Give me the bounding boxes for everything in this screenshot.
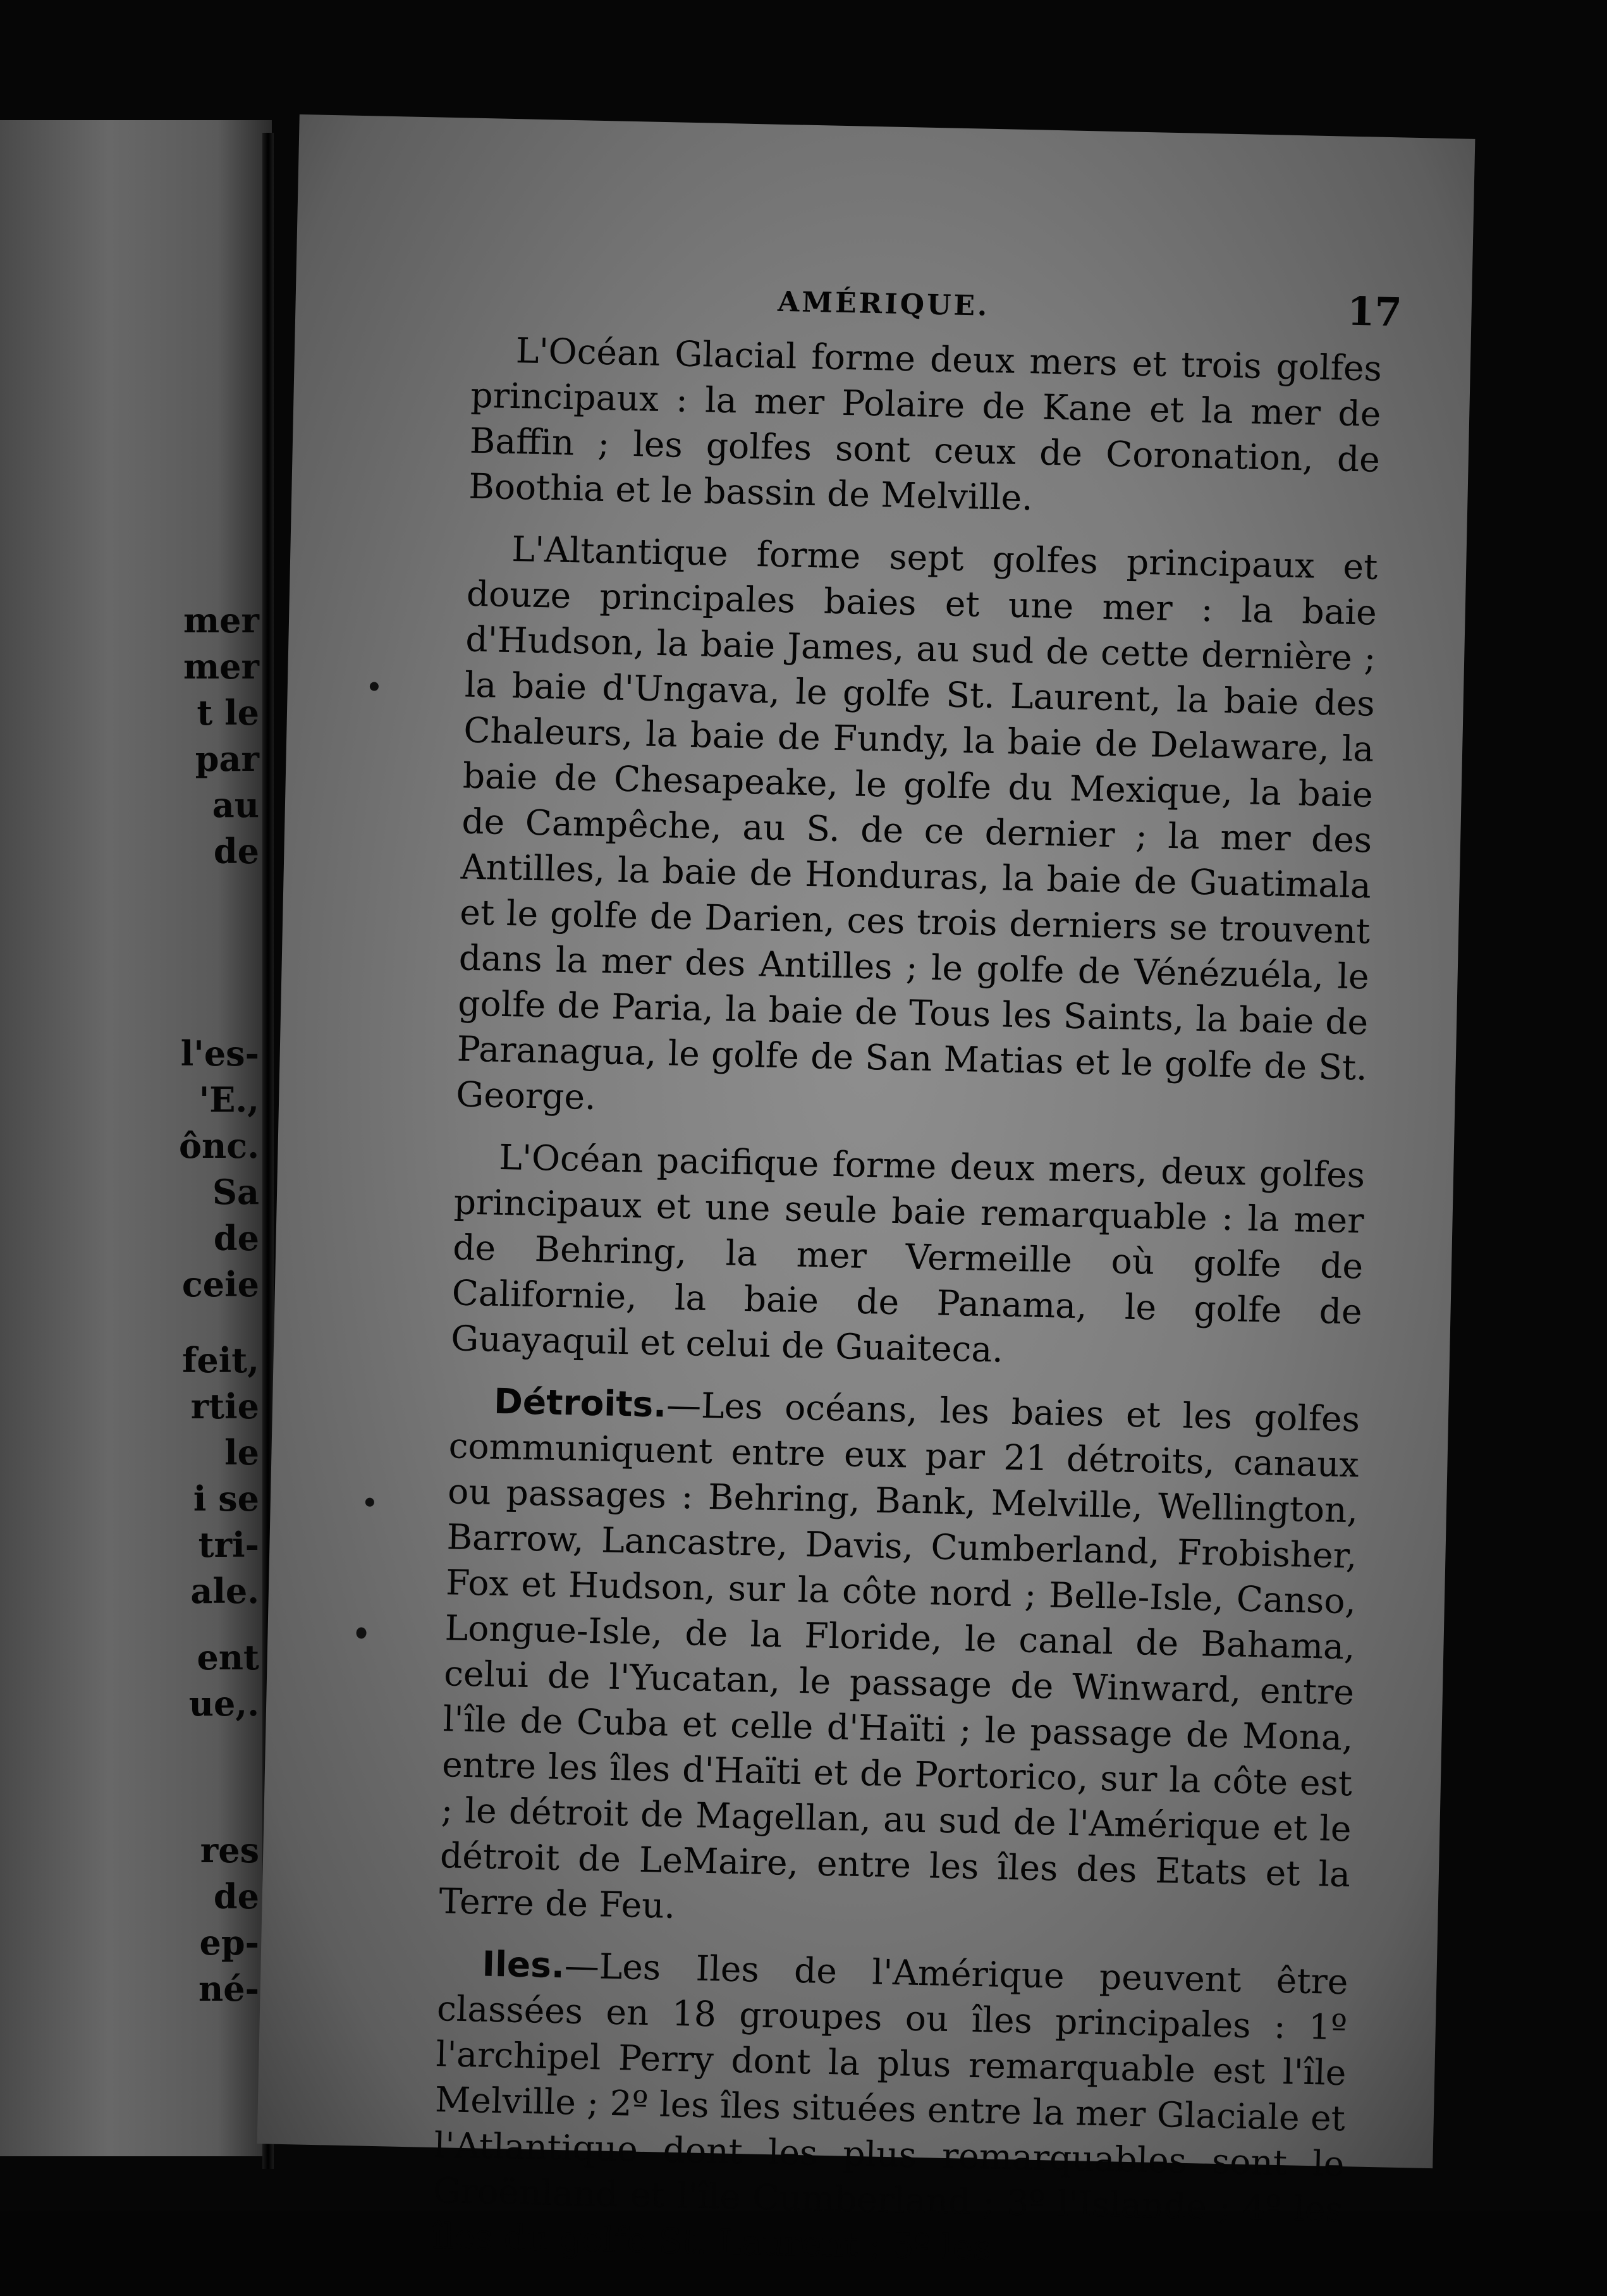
left-line: res	[200, 1830, 259, 1870]
paragraph-iles	[432, 1940, 1348, 2278]
left-line: ceie	[181, 1264, 259, 1305]
iles-text: —Les Iles de l'Amérique peuvent être classées en 18 groupes ou îles principales : 1º l'archipel Perry dont la plus remarquable est l'île Melville ; 2º les îles situées entre la mer Glaciale et l'Atlantique dont les plus remarquables sont le Groënland et l'île Cumberland ; 3º l'Islande ; 4º les îles du golfe St. Laurent ; 5º les	[431, 1945, 1348, 2268]
left-line: au	[212, 785, 259, 825]
section-heading-detroits: Détroits.	[493, 1380, 667, 1425]
left-line: ent	[197, 1637, 259, 1678]
page-number: 17	[1347, 288, 1403, 336]
left-page-block-1	[95, 598, 259, 875]
left-facing-page	[0, 120, 272, 2156]
left-page-block-3	[95, 1337, 259, 1614]
left-line: i se	[193, 1478, 259, 1519]
page-body	[431, 327, 1382, 2294]
paragraph-ocean-glacial: L'Océan Glacial forme deux mers et trois golfes principaux : la mer Polaire de Kane et la mer de Baffin ; les golfes sont ceux de Coronation, de Boothia et le bassin de Melville.	[468, 330, 1383, 519]
left-line: mer	[183, 600, 259, 641]
main-page	[257, 114, 1476, 2268]
left-line: de	[213, 1218, 259, 1258]
detroits-text: —Les océans, les baies et les golfes communiquent entre eux par 21 détroits, canaux ou passages : Behring, Bank, Melville, Wellington, Barrow, Lancastre, Davis, Cumberland, Frobisher, Fox et Hudson, sur la côte nord ; Belle-Isle, Canso, Longue-Isle, de la Floride, le canal de Bahama, celui de l'Yucatan, le passage de Winward, entre l'île de Cuba et celle d'Haïti ; le passage de Mona, entre les îles d'Haïti et de Portorico, sur la côte est ; le détroit de Magellan, au sud de l'Amérique et le détroit de LeMaire, entre les îles des Etats et la Terre de Feu.	[439, 1384, 1360, 1926]
left-line: ep-	[199, 1922, 259, 1963]
ink-speck	[356, 1627, 366, 1638]
left-line: le	[224, 1432, 259, 1473]
left-line: t le	[197, 692, 259, 733]
left-line: de	[213, 831, 259, 871]
left-line: de	[213, 1876, 259, 1917]
paragraph-pacifique: L'Océan pacifique forme deux mers, deux golfes principaux et une seule baie remarquable : la mer de Behring, la mer Vermeille où golfe de Californie, la baie de Panama, le golfe de Guayaquil et celui de Guaiteca.	[450, 1136, 1366, 1370]
left-line: feit,	[182, 1340, 259, 1380]
left-line: tri-	[198, 1525, 259, 1565]
left-page-block-4	[95, 1635, 259, 1727]
left-line: rtie	[190, 1386, 259, 1427]
left-line: l'es-	[180, 1033, 259, 1074]
left-line: ue,.	[188, 1683, 259, 1724]
left-page-block-2	[95, 1031, 259, 1308]
left-line: Sa	[212, 1172, 259, 1212]
left-line: par	[195, 739, 259, 779]
left-line: 'E.,	[199, 1079, 259, 1120]
ink-speck	[370, 682, 379, 691]
running-head: AMÉRIQUE.	[777, 285, 990, 322]
left-line: né-	[198, 1968, 259, 2009]
section-heading-iles: Iles.	[481, 1943, 565, 1986]
left-line: mer	[183, 646, 259, 687]
paragraph-atlantique: L'Altantique forme sept golfes principaux et douze principales baies et une mer : la baie d'Hudson, la baie James, au sud de cette dernière ; la baie d'Ungava, le golfe St. Laurent, la baie des Chaleurs, la baie de Fundy, la baie de Delaware, la baie de Chesapeake, le golfe du Mexique, la baie de Campêche, au S. de ce dernier ; la mer des Antilles, la baie de Honduras, la baie de Guatimala et le golfe de Darien, ces trois derniers se trouvent dans la mer des Antilles ; le golfe de Vénézuéla, le golfe de Paria, la baie de Tous les Saints, la baie de Paranagua, le golfe de San Matias et le golfe de St. George.	[455, 529, 1378, 1118]
paragraph-detroits	[439, 1377, 1360, 1943]
ink-speck	[365, 1498, 374, 1507]
left-page-block-5	[95, 1827, 259, 2012]
left-line: ônc.	[179, 1126, 259, 1166]
left-line: ale.	[190, 1571, 259, 1611]
